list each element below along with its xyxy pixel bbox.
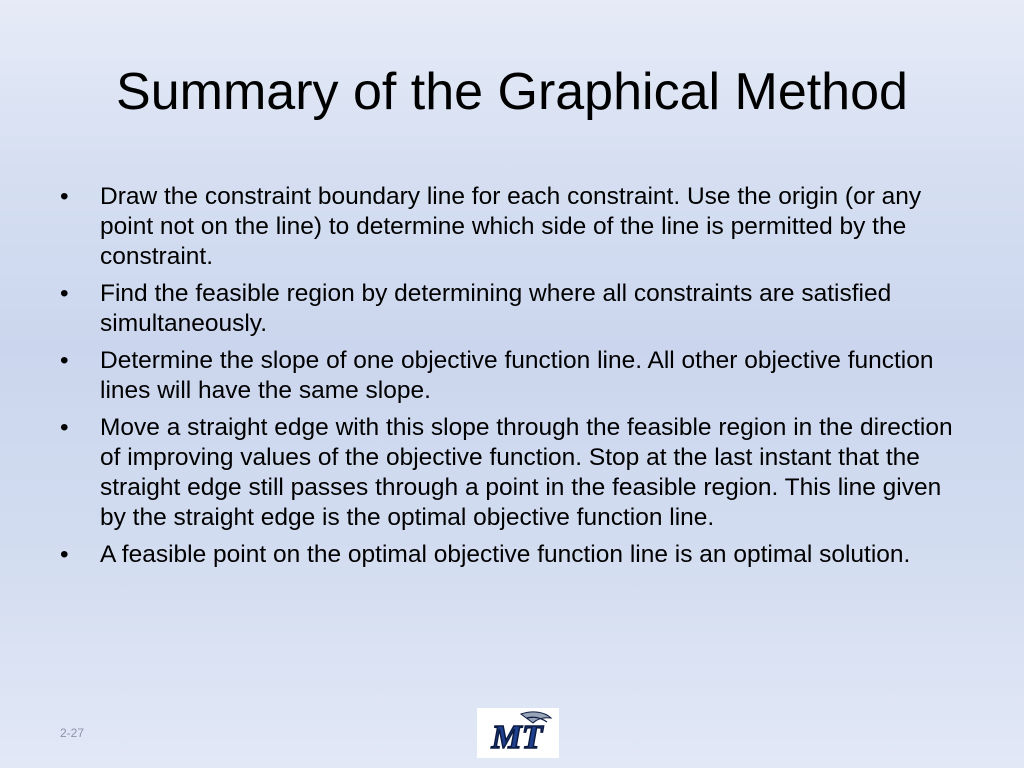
bullet-item (60, 346, 960, 406)
bullet-text: A feasible point on the optimal objective function line is an optimal solution. (100, 541, 911, 568)
slide-number: 2-27 (60, 726, 85, 740)
bullet-dot-icon: • (60, 280, 69, 307)
bullet-text: Find the feasible region by determining where all constraints are satisfied simultaneously. (100, 280, 892, 337)
mt-logo-icon (477, 708, 559, 758)
bullet-text: Move a straight edge with this slope through the feasible region in the direction of improving values of the objective function. Stop at the last instant that the straight edge still passes through a point in the feasible region. This line given by the straight edge is the optimal objective function line. (100, 414, 953, 531)
bullet-dot-icon: • (60, 541, 69, 568)
bullet-dot-icon: • (60, 347, 69, 374)
mt-logo-graphic (477, 708, 559, 758)
bullet-list (60, 182, 960, 577)
bullet-item (60, 413, 960, 533)
slide-title: Summary of the Graphical Method (116, 63, 908, 121)
bullet-dot-icon: • (60, 414, 69, 441)
logo-text: MT (491, 719, 543, 756)
bullet-item (60, 540, 960, 570)
bullet-item (60, 182, 960, 272)
bullet-text: Determine the slope of one objective function line. All other objective function lines will have the same slope. (100, 347, 934, 404)
bullet-text: Draw the constraint boundary line for each constraint. Use the origin (or any point not on the line) to determine which side of the line is permitted by the constraint. (100, 183, 922, 270)
bullet-item (60, 279, 960, 339)
bullet-dot-icon: • (60, 183, 69, 210)
